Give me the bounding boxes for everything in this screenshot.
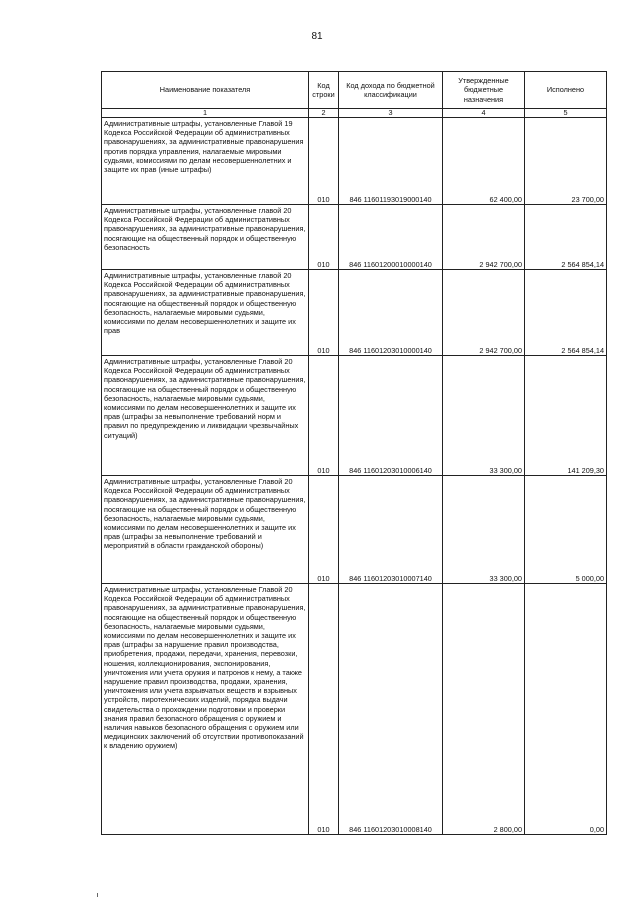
row-executed: 2 564 854,14 bbox=[525, 205, 607, 270]
row-income-code: 846 11601203010008140 bbox=[339, 584, 443, 835]
row-executed: 141 209,30 bbox=[525, 356, 607, 476]
row-approved: 33 300,00 bbox=[443, 476, 525, 584]
row-indicator-name: Административные штрафы, установленные Главой 20 Кодекса Российской Федерации об административных правонарушениях, за административные правонарушения, посягающие на общественный порядок и общественную безопасность, налагаемые мировыми судьями, комиссиями по делам несовершеннолетних и защите их прав (штрафы за невыполнение требований и мероприятий в области гражданской обороны) bbox=[102, 476, 309, 584]
table-row bbox=[102, 584, 607, 835]
row-indicator-name: Административные штрафы, установленные Главой 19 Кодекса Российской Федерации об административных правонарушениях, за административные правонарушения против порядка управления, налагаемые мировыми судьями, комиссиями по делам несовершеннолетних и защите их прав (иные штрафы) bbox=[102, 118, 309, 205]
row-approved: 62 400,00 bbox=[443, 118, 525, 205]
column-number: 5 bbox=[525, 109, 607, 118]
column-number-row bbox=[102, 109, 607, 118]
header-income-code: Код дохода по бюджетной классификации bbox=[339, 72, 443, 109]
budget-income-table bbox=[101, 71, 607, 835]
row-line-code: 010 bbox=[309, 205, 339, 270]
row-income-code: 846 11601203010006140 bbox=[339, 356, 443, 476]
header-executed: Исполнено bbox=[525, 72, 607, 109]
table-row bbox=[102, 205, 607, 270]
row-indicator-name: Административные штрафы, установленные Главой 20 Кодекса Российской Федерации об административных правонарушениях, за административные правонарушения, посягающие на общественный порядок и общественную безопасность, налагаемые мировыми судьями, комиссиями по делам несовершеннолетних и защите их прав (штрафы за невыполнение требований норм и правил по предупреждению и ликвидации чрезвычайных ситуаций) bbox=[102, 356, 309, 476]
row-executed: 23 700,00 bbox=[525, 118, 607, 205]
row-indicator-name: Административные штрафы, установленные Главой 20 Кодекса Российской Федерации об административных правонарушениях, за административные правонарушения, посягающие на общественный порядок и общественную безопасность, налагаемые мировыми судьями, комиссиями по делам несовершеннолетних и защите их прав (штрафы за нарушение правил производства, приобретения, продажи, передачи, хранения, перевозки, ношения, коллекционирования, экспонирования, уничтожения или учета оружия и патронов к нему, а также нарушение правил производства, продажи, хранения, уничтожения или учета взрывчатых веществ и взрывных устройств, пиротехнических изделий, порядка выдачи свидетельства о прохождении подготовки и проверки знания правил безопасного обращения с оружием и наличия навыков безопасного обращения с оружием или медицинских заключений об отсутствии противопоказаний к владению оружием) bbox=[102, 584, 309, 835]
row-line-code: 010 bbox=[309, 584, 339, 835]
row-approved: 2 800,00 bbox=[443, 584, 525, 835]
table-row bbox=[102, 118, 607, 205]
table-row bbox=[102, 270, 607, 356]
row-approved: 2 942 700,00 bbox=[443, 205, 525, 270]
column-number: 2 bbox=[309, 109, 339, 118]
header-indicator-name: Наименование показателя bbox=[102, 72, 309, 109]
header-approved: Утвержденные бюджетные назначения bbox=[443, 72, 525, 109]
row-approved: 2 942 700,00 bbox=[443, 270, 525, 356]
row-line-code: 010 bbox=[309, 356, 339, 476]
header-line-code: Код строки bbox=[309, 72, 339, 109]
row-income-code: 846 11601203010000140 bbox=[339, 270, 443, 356]
row-indicator-name: Административные штрафы, установленные главой 20 Кодекса Российской Федерации об административных правонарушениях, за административные правонарушения, посягающие на общественный порядок и общественную безопасность, налагаемые мировыми судьями, комиссиями по делам несовершеннолетних и защите их прав bbox=[102, 270, 309, 356]
row-income-code: 846 11601203010007140 bbox=[339, 476, 443, 584]
column-number: 1 bbox=[102, 109, 309, 118]
table-header-row bbox=[102, 72, 607, 109]
row-executed: 0,00 bbox=[525, 584, 607, 835]
row-line-code: 010 bbox=[309, 476, 339, 584]
row-executed: 5 000,00 bbox=[525, 476, 607, 584]
column-number: 3 bbox=[339, 109, 443, 118]
row-line-code: 010 bbox=[309, 118, 339, 205]
row-executed: 2 564 854,14 bbox=[525, 270, 607, 356]
row-income-code: 846 11601200010000140 bbox=[339, 205, 443, 270]
table-row bbox=[102, 476, 607, 584]
row-line-code: 010 bbox=[309, 270, 339, 356]
table-row bbox=[102, 356, 607, 476]
page-number: 81 bbox=[311, 31, 323, 42]
scan-mark bbox=[97, 893, 98, 897]
row-income-code: 846 11601193019000140 bbox=[339, 118, 443, 205]
row-indicator-name: Административные штрафы, установленные главой 20 Кодекса Российской Федерации об административных правонарушениях, за административные правонарушения, посягающие на общественный порядок и общественную безопасность bbox=[102, 205, 309, 270]
column-number: 4 bbox=[443, 109, 525, 118]
row-approved: 33 300,00 bbox=[443, 356, 525, 476]
